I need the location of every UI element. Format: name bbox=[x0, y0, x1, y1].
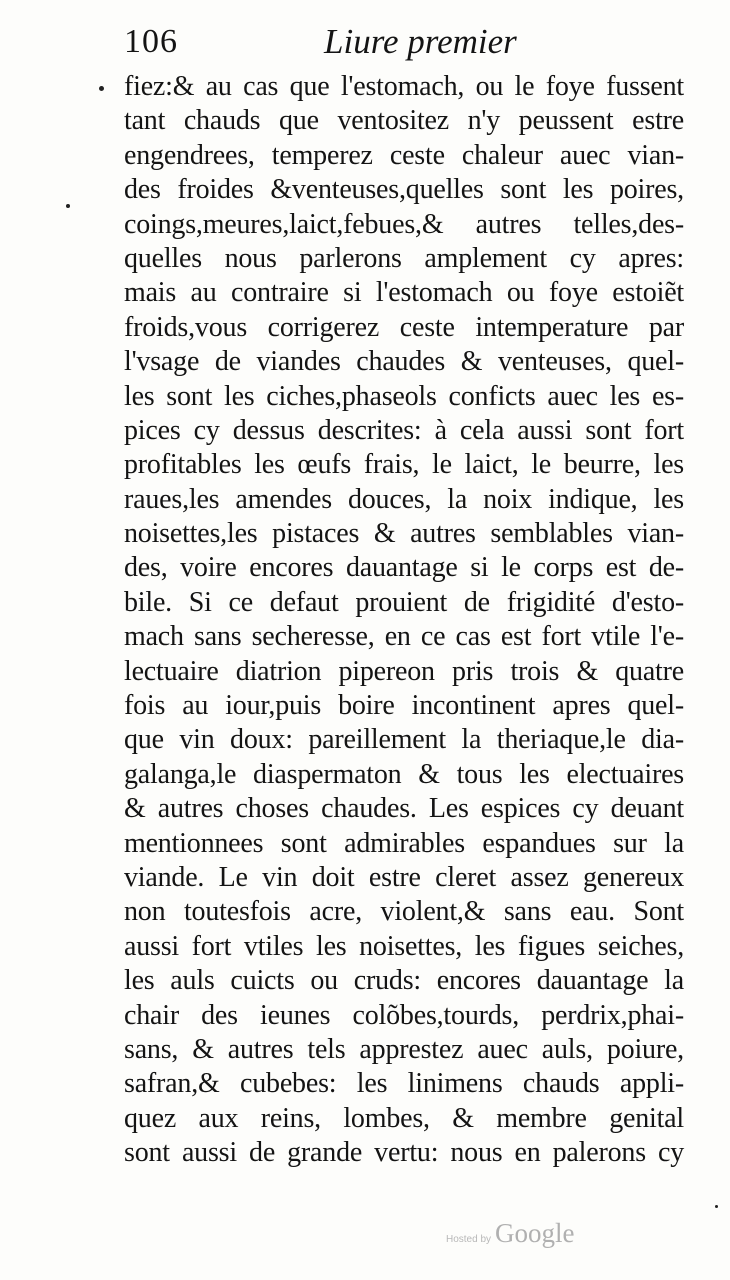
body-text bbox=[124, 70, 684, 1171]
text-line: fiez:& au cas que l'estomach, ou le foye fussent bbox=[124, 71, 684, 102]
text-line: l'vsage de viandes chaudes & venteuses, quel- bbox=[124, 346, 684, 378]
text-line: mais au contraire si l'estomach ou foye estoiẽt bbox=[124, 277, 684, 309]
text-line: coings,meures,laict,febues,& autres telles,des- bbox=[124, 208, 684, 240]
text-line: sont aussi de grande vertu: nous en palerons cy bbox=[124, 1137, 684, 1169]
google-logo: Google bbox=[495, 1218, 575, 1248]
text-line: & autres choses chaudes. Les espices cy deuant bbox=[124, 793, 684, 825]
text-line: fois au iour,puis boire incontinent apres quel- bbox=[124, 690, 684, 722]
text-line: que vin doux: pareillement la theriaque,le dia- bbox=[124, 724, 684, 756]
text-line: lectuaire diatrion pipereon pris trois & quatre bbox=[124, 655, 684, 687]
text-line: non toutesfois acre, violent,& sans eau. Sont bbox=[124, 896, 684, 928]
text-line: des froides &venteuses,quelles sont les poires, bbox=[124, 174, 684, 206]
text-line: les sont les ciches,phaseols conficts auec les es- bbox=[124, 380, 684, 412]
text-line: noisettes,les pistaces & autres semblables vian- bbox=[124, 518, 684, 550]
page-number: 106 bbox=[124, 23, 178, 60]
text-line: des, voire encores dauantage si le corps est de- bbox=[124, 552, 684, 584]
text-line: chair des ieunes colõbes,tourds, perdrix,phai- bbox=[124, 999, 684, 1031]
text-line: pices cy dessus descrites: à cela aussi sont fort bbox=[124, 414, 684, 446]
google-watermark bbox=[446, 1218, 575, 1248]
text-line: froids,vous corrigerez ceste intemperature par bbox=[124, 311, 684, 343]
text-line: quelles nous parlerons amplement cy apres: bbox=[124, 242, 684, 274]
ink-speck bbox=[715, 1205, 718, 1208]
text-line: bile. Si ce defaut prouient de frigidité d'esto- bbox=[124, 586, 684, 618]
text-line: les auls cuicts ou cruds: encores dauantage la bbox=[124, 965, 684, 997]
text-line: quez aux reins, lombes, & membre genital bbox=[124, 1102, 684, 1134]
text-line: viande. Le vin doit estre cleret assez genereux bbox=[124, 861, 684, 893]
text-line: safran,& cubebes: les linimens chauds appli- bbox=[124, 1068, 684, 1100]
text-line: sans, & autres tels apprestez auec auls, poiure, bbox=[124, 1033, 684, 1065]
text-line: mach sans secheresse, en ce cas est fort vtile l'e- bbox=[124, 621, 684, 653]
text-line: mentionnees sont admirables espandues sur la bbox=[124, 827, 684, 859]
running-title: Liure premier bbox=[324, 22, 517, 61]
text-line: galanga,le diaspermaton & tous les electuaires bbox=[124, 758, 684, 790]
hosted-by-label: Hosted by bbox=[446, 1234, 492, 1245]
text-line: engendrees, temperez ceste chaleur auec vian- bbox=[124, 139, 684, 171]
page-header bbox=[124, 22, 684, 66]
text-line: raues,les amendes douces, la noix indique, les bbox=[124, 483, 684, 515]
ink-speck bbox=[99, 86, 104, 91]
text-line: profitables les œufs frais, le laict, le beurre, les bbox=[124, 449, 684, 481]
text-line: tant chauds que ventositez n'y peussent estre bbox=[124, 105, 684, 137]
text-line: aussi fort vtiles les noisettes, les figues seiches, bbox=[124, 930, 684, 962]
ink-speck bbox=[66, 204, 70, 208]
